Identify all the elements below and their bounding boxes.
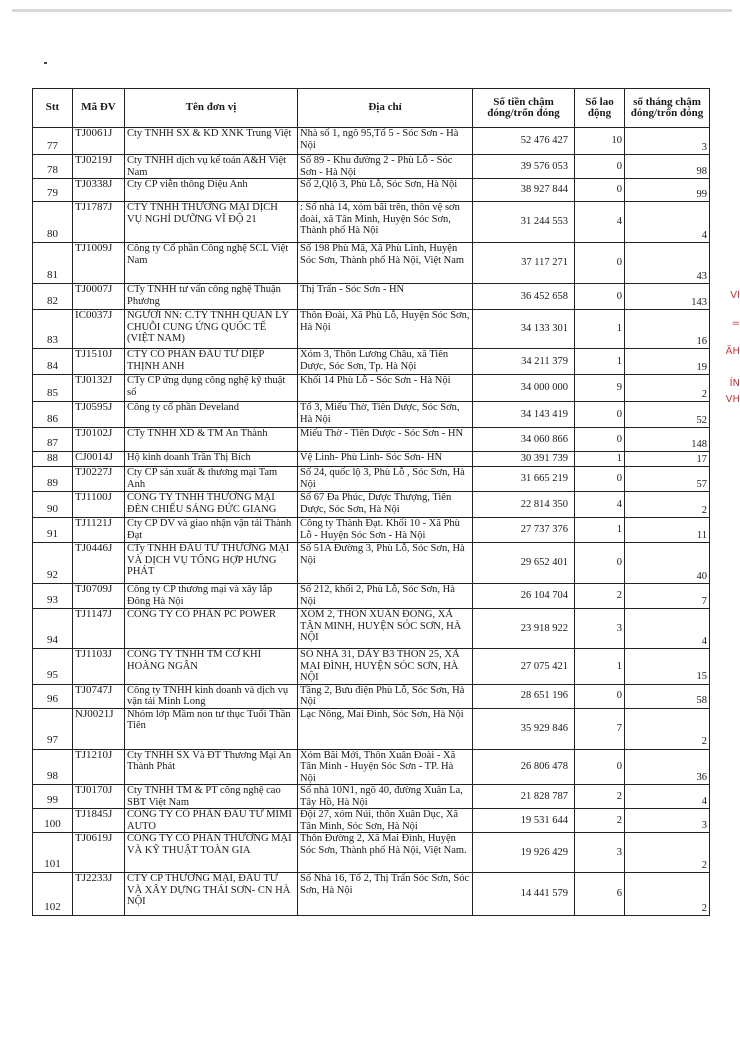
row-stt: 78	[33, 155, 73, 179]
row-ten-don-vi: Công ty TNHH kinh doanh và dịch vụ vận tải Minh Long	[125, 684, 298, 708]
row-so-tien: 39 576 053	[473, 155, 575, 179]
scan-speck	[44, 62, 47, 64]
table-row	[33, 428, 710, 452]
row-stt: 100	[33, 809, 73, 833]
table-row	[33, 128, 710, 155]
row-stt: 86	[33, 402, 73, 428]
table-row	[33, 649, 710, 685]
debt-table	[32, 88, 710, 916]
row-ten-don-vi: CTy TNHH tư vấn công nghệ Thuận Phương	[125, 284, 298, 310]
row-stt: 94	[33, 609, 73, 649]
row-so-thang: 2	[625, 492, 710, 518]
row-stt: 101	[33, 833, 73, 873]
row-so-lao-dong: 2	[575, 584, 625, 609]
row-dia-chi: Xóm Bãi Mới, Thôn Xuân Đoài - Xã Tân Minh - Huyện Sóc Sơn - TP. Hà Nội	[298, 749, 473, 785]
table-row	[33, 179, 710, 202]
row-so-tien: 35 929 846	[473, 708, 575, 749]
row-ten-don-vi: NGƯỜI NN: C.TY TNHH QUẢN LÝ CHUỖI CUNG ỨNG QUỐC TẾ (VIỆT NAM)	[125, 310, 298, 349]
row-so-thang: 15	[625, 649, 710, 685]
row-stt: 88	[33, 452, 73, 467]
row-dia-chi: Số 51A Đường 3, Phù Lỗ, Sóc Sơn, Hà Nội	[298, 543, 473, 584]
row-ma-dv: TJ1210J	[73, 749, 125, 785]
row-dia-chi: Số 2,Qlộ 3, Phù Lỗ, Sóc Sơn, Hà Nội	[298, 179, 473, 202]
row-so-thang: 2	[625, 833, 710, 873]
row-ten-don-vi: CÔNG TY CỔ PHẦN THƯƠNG MẠI VÀ KỸ THUẬT TOÀN GIA	[125, 833, 298, 873]
row-stt: 84	[33, 349, 73, 375]
row-ma-dv: TJ0446J	[73, 543, 125, 584]
row-dia-chi: Số 198 Phù Mã, Xã Phù Linh, Huyện Sóc Sơn, Thành phố Hà Nội, Việt Nam	[298, 243, 473, 284]
row-so-tien: 29 652 401	[473, 543, 575, 584]
row-dia-chi: Vệ Linh- Phù Linh- Sóc Sơn- HN	[298, 452, 473, 467]
row-so-thang: 4	[625, 609, 710, 649]
row-so-thang: 17	[625, 452, 710, 467]
table-row	[33, 708, 710, 749]
row-so-tien: 26 806 478	[473, 749, 575, 785]
row-dia-chi: Số nhà 10N1, ngõ 40, đường Xuân La, Tây Hồ, Hà Nội	[298, 785, 473, 809]
row-ma-dv: TJ0219J	[73, 155, 125, 179]
table-row	[33, 284, 710, 310]
table-row	[33, 684, 710, 708]
row-so-thang: 36	[625, 749, 710, 785]
row-dia-chi: Số 89 - Khu đường 2 - Phù Lỗ - Sóc Sơn - Hà Nội	[298, 155, 473, 179]
row-so-lao-dong: 0	[575, 284, 625, 310]
row-so-lao-dong: 0	[575, 543, 625, 584]
row-ten-don-vi: CTY CỔ PHẦN ĐẦU TƯ DIỆP THỊNH ANH	[125, 349, 298, 375]
row-stt: 89	[33, 467, 73, 492]
row-ten-don-vi: CTy CP ứng dụng công nghệ kỹ thuật số	[125, 375, 298, 402]
row-ma-dv: TJ0709J	[73, 584, 125, 609]
table-row	[33, 518, 710, 543]
stamp-text-2: =	[731, 318, 740, 329]
row-ten-don-vi: Cty CP DV và giao nhận vận tải Thành Đạt	[125, 518, 298, 543]
row-ten-don-vi: Nhóm lớp Mầm non tư thục Tuổi Thần Tiên	[125, 708, 298, 749]
row-so-thang: 58	[625, 684, 710, 708]
row-so-thang: 40	[625, 543, 710, 584]
row-ten-don-vi: Cty TNHH SX & KD XNK Trung Việt	[125, 128, 298, 155]
table-row	[33, 584, 710, 609]
row-stt: 83	[33, 310, 73, 349]
row-so-tien: 36 452 658	[473, 284, 575, 310]
row-so-tien: 34 211 379	[473, 349, 575, 375]
row-so-tien: 28 651 196	[473, 684, 575, 708]
row-ma-dv: TJ2233J	[73, 873, 125, 916]
header-ma-dv: Mã ĐV	[73, 89, 125, 128]
row-stt: 102	[33, 873, 73, 916]
row-ma-dv: TJ1787J	[73, 202, 125, 243]
table-row	[33, 375, 710, 402]
row-so-tien: 19 926 429	[473, 833, 575, 873]
row-so-tien: 34 143 419	[473, 402, 575, 428]
row-dia-chi: Xóm 3, Thôn Lương Châu, xã Tiên Dược, Sóc Sơn, Tp. Hà Nội	[298, 349, 473, 375]
row-so-tien: 21 828 787	[473, 785, 575, 809]
row-stt: 85	[33, 375, 73, 402]
table-row	[33, 543, 710, 584]
row-so-lao-dong: 6	[575, 873, 625, 916]
row-so-lao-dong: 0	[575, 467, 625, 492]
header-so-thang: số tháng chậm đóng/trốn đóng	[625, 89, 710, 128]
row-ma-dv: TJ1147J	[73, 609, 125, 649]
row-dia-chi: Số 212, khối 2, Phù Lỗ, Sóc Sơn, Hà Nội	[298, 584, 473, 609]
header-ten-don-vi: Tên đơn vị	[125, 89, 298, 128]
row-so-lao-dong: 4	[575, 492, 625, 518]
row-so-lao-dong: 0	[575, 684, 625, 708]
row-stt: 98	[33, 749, 73, 785]
row-dia-chi: Số 24, quốc lộ 3, Phù Lỗ , Sóc Sơn, Hà Nội	[298, 467, 473, 492]
row-ma-dv: CJ0014J	[73, 452, 125, 467]
row-so-tien: 14 441 579	[473, 873, 575, 916]
row-so-lao-dong: 3	[575, 609, 625, 649]
row-ten-don-vi: Cty CP viễn thông Diệu Anh	[125, 179, 298, 202]
row-dia-chi: Nhà số 1, ngõ 95,Tổ 5 - Sóc Sơn - Hà Nội	[298, 128, 473, 155]
row-so-tien: 34 000 000	[473, 375, 575, 402]
row-dia-chi: Tầng 2, Bưu điện Phù Lỗ, Sóc Sơn, Hà Nội	[298, 684, 473, 708]
row-so-lao-dong: 0	[575, 428, 625, 452]
row-so-thang: 57	[625, 467, 710, 492]
row-ma-dv: TJ0132J	[73, 375, 125, 402]
header-so-tien: Số tiền chậm đóng/trốn đóng	[473, 89, 575, 128]
row-dia-chi: Đội 27, xóm Núi, thôn Xuân Dục, Xã Tân Minh, Sóc Sơn, Hà Nội	[298, 809, 473, 833]
row-ten-don-vi: Công ty Cổ phần Công nghệ SCL Việt Nam	[125, 243, 298, 284]
row-ten-don-vi: CTy TNHH ĐẦU TƯ THƯƠNG MẠI VÀ DỊCH VỤ TỔNG HỢP HƯNG PHÁT	[125, 543, 298, 584]
row-dia-chi: Miếu Thờ - Tiên Dược - Sóc Sơn - HN	[298, 428, 473, 452]
row-so-thang: 16	[625, 310, 710, 349]
row-so-lao-dong: 10	[575, 128, 625, 155]
row-stt: 77	[33, 128, 73, 155]
row-stt: 81	[33, 243, 73, 284]
row-so-thang: 4	[625, 202, 710, 243]
row-so-tien: 30 391 739	[473, 452, 575, 467]
stamp-text-3: ÃH	[725, 346, 740, 357]
row-ma-dv: TJ0061J	[73, 128, 125, 155]
row-so-tien: 27 075 421	[473, 649, 575, 685]
row-ten-don-vi: CÔNG TY CỔ PHẦN PC POWER	[125, 609, 298, 649]
row-ma-dv: TJ1100J	[73, 492, 125, 518]
row-stt: 92	[33, 543, 73, 584]
row-so-tien: 38 927 844	[473, 179, 575, 202]
row-so-thang: 148	[625, 428, 710, 452]
row-ten-don-vi: Cty TNHH SX Và ĐT Thương Mại An Thành Phát	[125, 749, 298, 785]
row-so-tien: 37 117 271	[473, 243, 575, 284]
row-ten-don-vi: Cty CP sản xuất & thương mại Tam Anh	[125, 467, 298, 492]
row-so-thang: 143	[625, 284, 710, 310]
row-dia-chi: XÓM 2, THÔN XUÂN ĐỒNG, XÃ TÂN MINH, HUYỆN SÓC SƠN, HÀ NỘI	[298, 609, 473, 649]
row-ma-dv: TJ1103J	[73, 649, 125, 685]
row-so-thang: 3	[625, 809, 710, 833]
row-ma-dv: TJ1121J	[73, 518, 125, 543]
row-dia-chi: : Số nhà 14, xóm bãi trên, thôn vệ sơn đoài, xã Tân Minh, Huyện Sóc Sơn, Thành phố Hà Nội	[298, 202, 473, 243]
row-ma-dv: NJ0021J	[73, 708, 125, 749]
row-stt: 79	[33, 179, 73, 202]
row-so-thang: 98	[625, 155, 710, 179]
table-row	[33, 202, 710, 243]
row-so-tien: 22 814 350	[473, 492, 575, 518]
row-so-lao-dong: 0	[575, 749, 625, 785]
row-so-lao-dong: 1	[575, 452, 625, 467]
row-so-thang: 99	[625, 179, 710, 202]
row-stt: 97	[33, 708, 73, 749]
row-so-tien: 23 918 922	[473, 609, 575, 649]
row-ma-dv: TJ0338J	[73, 179, 125, 202]
table-row	[33, 467, 710, 492]
row-so-lao-dong: 2	[575, 785, 625, 809]
row-so-tien: 31 244 553	[473, 202, 575, 243]
row-so-tien: 27 737 376	[473, 518, 575, 543]
row-so-lao-dong: 9	[575, 375, 625, 402]
row-ma-dv: TJ1510J	[73, 349, 125, 375]
row-stt: 93	[33, 584, 73, 609]
stamp-text-5: VH	[725, 394, 740, 405]
row-so-tien: 26 104 704	[473, 584, 575, 609]
row-so-thang: 2	[625, 708, 710, 749]
table-row	[33, 809, 710, 833]
stamp-text-4: ÍN	[729, 378, 740, 389]
row-ten-don-vi: CTY CP THƯƠNG MẠI, ĐẦU TƯ VÀ XÂY DỰNG THÁI SƠN- CN HÀ NỘI	[125, 873, 298, 916]
row-ten-don-vi: CÔNG TY TNHH THƯƠNG MẠI ĐÈN CHIẾU SÁNG ĐỨC GIANG	[125, 492, 298, 518]
header-stt: Stt	[33, 89, 73, 128]
row-stt: 91	[33, 518, 73, 543]
header-so-lao-dong: Số lao động	[575, 89, 625, 128]
row-ten-don-vi: Hộ kinh doanh Trần Thị Bích	[125, 452, 298, 467]
row-so-tien: 34 133 301	[473, 310, 575, 349]
row-so-tien: 19 531 644	[473, 809, 575, 833]
row-ten-don-vi: Cty TNHH TM & PT công nghệ cao SBT Việt Nam	[125, 785, 298, 809]
table-row	[33, 349, 710, 375]
row-so-lao-dong: 1	[575, 518, 625, 543]
row-so-thang: 19	[625, 349, 710, 375]
table-row	[33, 243, 710, 284]
header-dia-chi: Địa chỉ	[298, 89, 473, 128]
row-ten-don-vi: Công ty cổ phần Develand	[125, 402, 298, 428]
stamp-text-1: VI	[730, 290, 740, 301]
table-row	[33, 609, 710, 649]
row-ma-dv: TJ0007J	[73, 284, 125, 310]
row-stt: 80	[33, 202, 73, 243]
row-so-lao-dong: 7	[575, 708, 625, 749]
row-ma-dv: TJ0170J	[73, 785, 125, 809]
row-so-lao-dong: 0	[575, 179, 625, 202]
row-ten-don-vi: Công ty CP thương mại và xây lắp Đông Hà Nội	[125, 584, 298, 609]
row-so-lao-dong: 1	[575, 349, 625, 375]
row-so-thang: 11	[625, 518, 710, 543]
row-stt: 87	[33, 428, 73, 452]
table-row	[33, 310, 710, 349]
row-ma-dv: TJ1009J	[73, 243, 125, 284]
row-dia-chi: Khối 14 Phù Lỗ - Sóc Sơn - Hà Nội	[298, 375, 473, 402]
row-ten-don-vi: CTy TNHH XD & TM An Thành	[125, 428, 298, 452]
row-so-lao-dong: 0	[575, 243, 625, 284]
row-so-thang: 52	[625, 402, 710, 428]
row-ma-dv: TJ0595J	[73, 402, 125, 428]
row-ma-dv: TJ1845J	[73, 809, 125, 833]
table-row	[33, 402, 710, 428]
row-so-tien: 52 476 427	[473, 128, 575, 155]
table-row	[33, 833, 710, 873]
scan-edge	[12, 9, 732, 12]
row-ten-don-vi: CÔNG TY TNHH TM CƠ KHÍ HOÀNG NGÂN	[125, 649, 298, 685]
row-stt: 99	[33, 785, 73, 809]
row-so-lao-dong: 1	[575, 649, 625, 685]
row-ten-don-vi: CTY TNHH THƯƠNG MẠI DỊCH VỤ NGHỈ DƯỠNG VĨ ĐỘ 21	[125, 202, 298, 243]
row-dia-chi: Thôn Đoài, Xã Phù Lỗ, Huyện Sóc Sơn, Hà Nội	[298, 310, 473, 349]
row-dia-chi: Tổ 3, Miếu Thờ, Tiên Dược, Sóc Sơn, Hà Nội	[298, 402, 473, 428]
row-so-lao-dong: 3	[575, 833, 625, 873]
row-dia-chi: Thôn Đường 2, Xã Mai Đình, Huyện Sóc Sơn, Thành phố Hà Nội, Việt Nam.	[298, 833, 473, 873]
row-stt: 90	[33, 492, 73, 518]
row-so-lao-dong: 4	[575, 202, 625, 243]
row-ten-don-vi: Cty TNHH dịch vụ kế toán A&H Việt Nam	[125, 155, 298, 179]
row-so-tien: 34 060 866	[473, 428, 575, 452]
row-dia-chi: Thị Trấn - Sóc Sơn - HN	[298, 284, 473, 310]
row-stt: 96	[33, 684, 73, 708]
row-ma-dv: TJ0227J	[73, 467, 125, 492]
row-so-tien: 31 665 219	[473, 467, 575, 492]
table-row	[33, 492, 710, 518]
row-stt: 82	[33, 284, 73, 310]
row-so-lao-dong: 0	[575, 402, 625, 428]
row-ma-dv: IC0037J	[73, 310, 125, 349]
row-ma-dv: TJ0102J	[73, 428, 125, 452]
row-dia-chi: Lạc Nông, Mai Đình, Sóc Sơn, Hà Nội	[298, 708, 473, 749]
table-row	[33, 155, 710, 179]
row-ten-don-vi: CÔNG TY CỔ PHẦN ĐẦU TƯ MIMI AUTO	[125, 809, 298, 833]
table-row	[33, 873, 710, 916]
table-row	[33, 749, 710, 785]
row-ma-dv: TJ0619J	[73, 833, 125, 873]
row-so-thang: 7	[625, 584, 710, 609]
row-dia-chi: Công ty Thành Đạt. Khối 10 - Xã Phù Lỗ - Huyện Sóc Sơn - Hà Nội	[298, 518, 473, 543]
row-so-lao-dong: 2	[575, 809, 625, 833]
row-so-lao-dong: 1	[575, 310, 625, 349]
row-stt: 95	[33, 649, 73, 685]
table-header-row	[33, 89, 710, 128]
row-so-thang: 3	[625, 128, 710, 155]
row-dia-chi: Số 67 Đa Phúc, Dược Thượng, Tiên Dược, Sóc Sơn, Hà Nội	[298, 492, 473, 518]
row-dia-chi: Số Nhà 16, Tổ 2, Thị Trấn Sóc Sơn, Sóc Sơn, Hà Nội	[298, 873, 473, 916]
row-so-lao-dong: 0	[575, 155, 625, 179]
table-row	[33, 785, 710, 809]
row-so-thang: 43	[625, 243, 710, 284]
row-so-thang: 2	[625, 873, 710, 916]
row-so-thang: 4	[625, 785, 710, 809]
row-dia-chi: SỐ NHÀ 31, DÃY B3 THÔN 25, XÃ MAI ĐÌNH, HUYỆN SÓC SƠN, HÀ NỘI	[298, 649, 473, 685]
row-so-thang: 2	[625, 375, 710, 402]
table-row	[33, 452, 710, 467]
row-ma-dv: TJ0747J	[73, 684, 125, 708]
